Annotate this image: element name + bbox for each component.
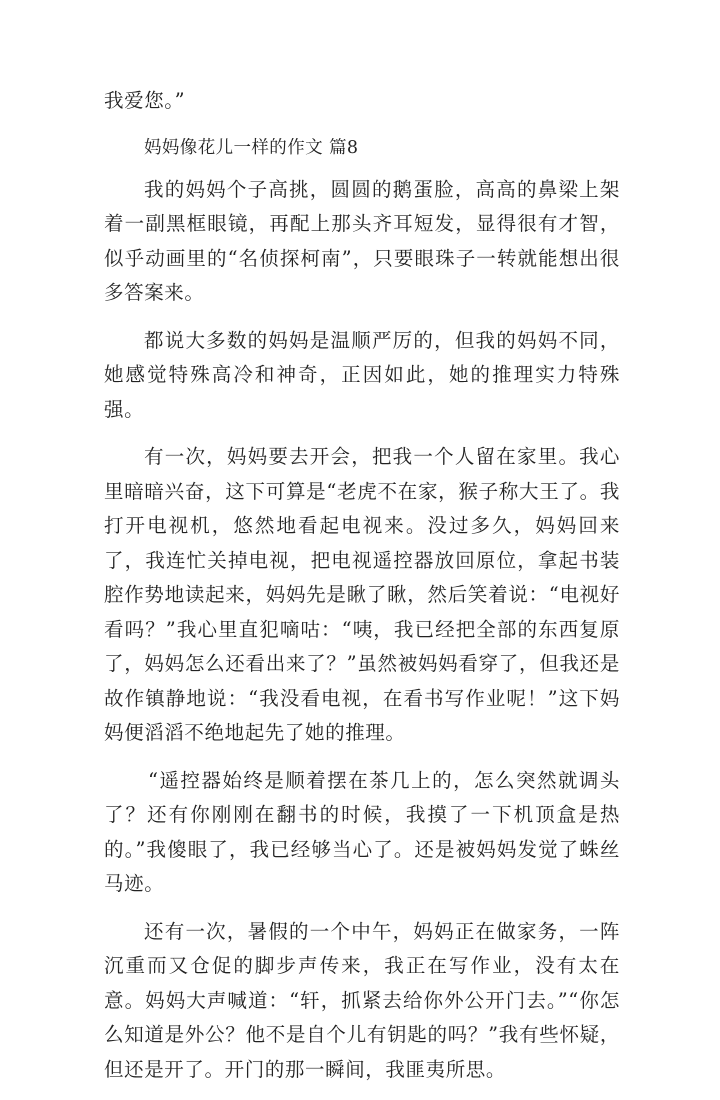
continued-text-line: 我爱您。”	[104, 89, 186, 112]
document-page	[104, 84, 620, 1100]
paragraph-1: 我的妈妈个子高挑，圆圆的鹅蛋脸，高高的鼻梁上架着一副黑框眼镜，再配上那头齐耳短发，显得很有才智，似乎动画里的“名侦探柯南”，只要眼珠子一转就能想出很多答案来。	[104, 177, 620, 304]
paragraph-3: 有一次，妈妈要去开会，把我一个人留在家里。我心里暗暗兴奋，这下可算是“老虎不在家，猴子称大王了。我打开电视机，悠然地看起电视来。没过多久，妈妈回来了，我连忙关掉电视，把电视遥控器放回原位，拿起书装腔作势地读起来，妈妈先是瞅了瞅，然后笑着说：“电视好看吗？”我心里直犯嘀咕：“咦，我已经把全部的东西复原了，妈妈怎么还看出来了？”虽然被妈妈看穿了，但我还是故作镇静地说：“我没看电视，在看书写作业呢！”这下妈妈便滔滔不绝地起先了她的推理。	[104, 445, 620, 744]
paragraph-2: 都说大多数的妈妈是温顺严厉的，但我的妈妈不同，她感觉特殊高冷和神奇，正因如此，她的推理实力特殊强。	[104, 328, 620, 421]
paragraph-5: 还有一次，暑假的一个中午，妈妈正在做家务，一阵沉重而又仓促的脚步声传来，我正在写作业，没有太在意。妈妈大声喊道：“轩，抓紧去给你外公开门去。”“你怎么知道是外公？他不是自个儿有钥匙的吗？”我有些怀疑，但还是开了。开门的那一瞬间，我匪夷所思。	[104, 919, 620, 1081]
paragraph-4: “遥控器始终是顺着摆在茶几上的，怎么突然就调头了？还有你刚刚在翻书的时候，我摸了一下机顶盒是热的。”我傻眼了，我已经够当心了。还是被妈妈发觉了蛛丝马迹。	[104, 768, 620, 895]
article-title: 妈妈像花儿一样的作文 篇8	[144, 137, 359, 158]
